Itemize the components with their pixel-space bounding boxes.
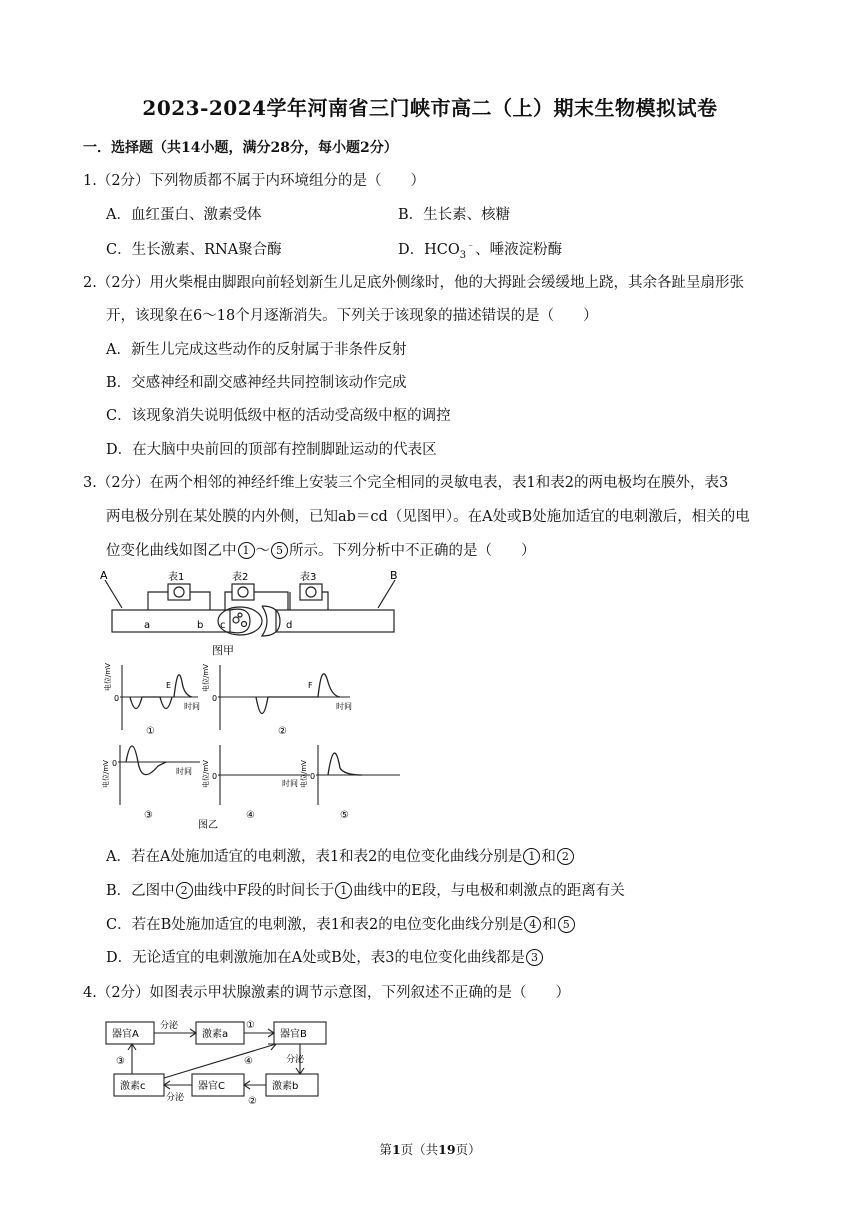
page-footer: 第1页（共19页） [379,1142,481,1157]
graph5-ylabel: 电位/mV [300,760,308,788]
graph3-zero: 0 [112,759,118,768]
q3-option-a: A．若在A处施加适宜的电刺激，表1和表2的电位变化曲线分别是 1 和 2 [106,845,575,866]
hormone-c: 激素c [120,1081,146,1092]
graph4-ylabel: 电位/mV [202,760,210,788]
figure-thyroid-regulation [104,1016,334,1106]
q1-option-d: D．$HCO_3^﹣$、唾液淀粉酶 [398,241,563,261]
q2-option-d: D．在大脑中央前回的顶部有控制脚趾运动的代表区 [106,442,437,458]
hormone-b: 激素b [272,1081,299,1092]
meter2-label: 表2 [232,572,249,583]
caption-fig-jia: 图甲 [212,644,234,657]
graph1-ylabel: 电位/mV [104,663,112,691]
graph1-xlabel: 时间 [184,702,200,711]
graph4-zero: 0 [212,772,218,781]
arrow-number-4: ④ [244,1056,253,1067]
q3-stem-line2: 两电极分别在某处膜的内外侧，已知ab＝cd（见图甲）。在A处或B处施加适宜的电刺激后，相关的电 [106,509,750,525]
point-b-label: b [197,620,204,631]
graph5-zero: 0 [310,772,316,781]
arrow-number-2: ② [248,1096,257,1106]
q2-stem-line1: 2.（2分）用火柴棍由脚跟向前轻划新生儿足底外侧缘时，他的大拇趾会缓缓地上跷，其余各趾呈扇形张 [83,275,745,291]
q1-option-b: B．生长素、核糖 [398,207,511,223]
q1-stem: 1.（2分）下列物质都不属于内环境组分的是（ ） [83,173,426,189]
stimulus-a-label: A [100,570,108,582]
q1-option-a: A．血红蛋白、激素受体 [106,207,262,223]
q3-option-b: B．乙图中 2 曲线中F段的时间长于 1 曲线中的E段，与电极和刺激点的距离有关 [106,883,625,899]
hormone-a: 激素a [202,1029,229,1040]
organ-c: 器官C [198,1081,225,1092]
graph2-ylabel: 电位/mV [202,664,210,692]
secrete-label-1: 分泌 [160,1021,179,1031]
graph3-ylabel: 电位/mV [102,760,110,788]
stimulus-b-label: B [390,570,398,582]
q2-stem-line2: 开，该现象在6～18个月逐渐消失。下列关于该现象的描述错误的是（ ） [106,308,598,324]
q2-option-b: B．交感神经和副交感神经共同控制该动作完成 [106,375,407,391]
graph5-number: ⑤ [340,810,349,821]
q3-stem-line3: 位变化曲线如图乙中 1 ～ 5 所示。下列分析中不正确的是（ ） [106,543,536,559]
graph2-f-label: F [308,681,313,690]
graph3-number: ③ [144,810,153,821]
q3-stem-line1: 3.（2分）在两个相邻的神经纤维上安装三个完全相同的灵敏电表，表1和表2的两电极均在膜外，表3 [83,475,729,491]
secrete-label-3: 分泌 [166,1093,185,1103]
q4-stem: 4.（2分）如图表示甲状腺激素的调节示意图，下列叙述不正确的是（ ） [83,985,571,1001]
q2-option-a: A．新生儿完成这些动作的反射属于非条件反射 [106,342,407,358]
graph2-xlabel: 时间 [336,702,352,711]
arrow-number-3: ③ [116,1056,125,1067]
organ-b: 器官B [280,1029,307,1040]
graph2-zero: 0 [212,694,218,703]
organ-a: 器官A [112,1029,139,1040]
q3-option-c: C．若在B处施加适宜的电刺激，表1和表2的电位变化曲线分别是 4 和 5 [106,913,576,934]
point-c-label: c [220,620,226,631]
page-title: 2023-2024学年河南省三门峡市高二（上）期末生物模拟试卷 [142,96,718,120]
graph2-number: ② [278,726,287,737]
graph1-e-label: E [166,681,172,690]
q2-option-c: C．该现象消失说明低级中枢的活动受高级中枢的调控 [106,408,451,424]
meter3-label: 表3 [300,572,317,583]
figure-nerve-fibers [100,570,400,830]
caption-fig-yi: 图乙 [198,820,218,830]
point-a-label: a [144,620,151,631]
graph4-xlabel: 时间 [282,779,298,788]
secrete-label-2: 分泌 [286,1055,305,1065]
meter1-label: 表1 [168,572,185,583]
q3-option-d: D．无论适宜的电刺激施加在A处或B处，表3的电位变化曲线都是 3 [106,946,544,967]
graph1-zero: 0 [114,694,120,703]
q1-option-c: C．生长激素、RNA聚合酶 [106,242,282,258]
point-d-label: d [286,620,293,631]
graph4-number: ④ [246,810,255,821]
arrow-number-1: ① [246,1020,255,1031]
graph1-number: ① [146,726,155,737]
graph3-xlabel: 时间 [176,767,192,776]
section-heading: 一．选择题（共14小题，满分28分，每小题2分） [83,140,398,156]
